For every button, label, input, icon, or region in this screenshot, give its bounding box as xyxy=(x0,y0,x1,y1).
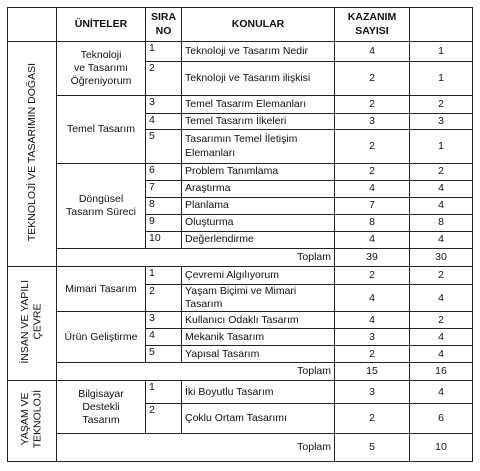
table-row xyxy=(8,42,473,62)
topic-cell: İki Boyutlu Tasarım xyxy=(182,381,335,404)
kazanim-count-cell: 3 xyxy=(335,381,410,404)
kazanim-count-cell: 2 xyxy=(335,404,410,434)
header-sira-line2: NO xyxy=(155,24,172,37)
unit-name-line: Tasarım Süreci xyxy=(65,206,137,218)
row-number: 6 xyxy=(146,164,182,181)
second-count-cell: 4 xyxy=(410,346,473,363)
topic-cell: Temel Tasarım Elemanları xyxy=(182,96,335,114)
kazanim-count-cell: 4 xyxy=(335,232,410,249)
topic-cell: Problem Tanımlama xyxy=(182,164,335,181)
second-count-cell: 2 xyxy=(410,312,473,329)
header-row xyxy=(8,8,473,42)
table-row xyxy=(8,267,473,285)
topic-cell: Değerlendirme xyxy=(182,232,335,249)
topic-cell: Çoklu Ortam Tasarımı xyxy=(182,404,335,434)
topic-cell: Çevremi Algılıyorum xyxy=(182,267,335,285)
row-number: 8 xyxy=(146,198,182,215)
header-kazanim-line1: KAZANIM xyxy=(347,11,397,24)
header-sira-no xyxy=(146,8,182,42)
area-cell xyxy=(8,42,57,267)
second-count-cell: 1 xyxy=(410,130,473,164)
table-row xyxy=(8,96,473,114)
topic-cell: Planlama xyxy=(182,198,335,215)
row-number: 5 xyxy=(146,130,182,164)
row-number: 1 xyxy=(146,267,182,285)
second-count-cell: 4 xyxy=(410,285,473,312)
second-count-cell: 4 xyxy=(410,381,473,404)
unit-name-cell xyxy=(57,381,146,434)
row-number: 3 xyxy=(146,96,182,114)
second-count-cell: 4 xyxy=(410,232,473,249)
second-count-cell: 2 xyxy=(410,164,473,181)
topic-cell: Kullanıcı Odaklı Tasarım xyxy=(182,312,335,329)
total-row xyxy=(8,363,473,381)
kazanim-count-cell: 2 xyxy=(335,96,410,114)
kazanim-count-cell: 2 xyxy=(335,62,410,96)
unit-name-cell xyxy=(57,312,146,363)
second-count-cell: 4 xyxy=(410,181,473,198)
topic-cell: Teknoloji ve Tasarım ilişkisi xyxy=(182,62,335,96)
area-label-line1: TEKNOLOJİ VE TASARIMIN DOĞASI xyxy=(25,62,38,242)
unit-name-cell xyxy=(57,164,146,249)
row-number: 5 xyxy=(146,346,182,363)
total-second: 16 xyxy=(410,363,473,381)
unit-name-line: Öğreniyorum xyxy=(70,75,132,88)
row-number: 1 xyxy=(146,381,182,404)
second-count-cell: 2 xyxy=(410,96,473,114)
second-count-cell: 4 xyxy=(410,329,473,346)
header-units: ÜNİTELER xyxy=(57,8,146,42)
unit-name-cell xyxy=(57,267,146,312)
header-kazanim xyxy=(335,8,410,42)
total-row xyxy=(8,434,473,462)
area-label xyxy=(26,63,39,241)
area-label-line1: İNSAN VE YAPILI xyxy=(19,279,32,364)
kazanim-count-cell: 2 xyxy=(335,164,410,181)
unit-name-line: Döngüsel xyxy=(78,192,124,205)
second-count-cell: 2 xyxy=(410,267,473,285)
table-row xyxy=(8,312,473,329)
kazanim-count-cell: 4 xyxy=(335,312,410,329)
kazanim-count-cell: 7 xyxy=(335,198,410,215)
unit-name-line: ve Tasarımı xyxy=(73,61,129,74)
total-second: 30 xyxy=(410,249,473,267)
kazanim-count-cell: 4 xyxy=(335,181,410,198)
unit-name-cell xyxy=(57,42,146,96)
area-label xyxy=(19,390,44,448)
unit-name-line: Bilgisayar xyxy=(78,387,124,400)
kazanim-count-cell: 8 xyxy=(335,215,410,232)
kazanim-count-cell: 4 xyxy=(335,285,410,312)
table-row xyxy=(8,164,473,181)
row-number: 1 xyxy=(146,42,182,62)
row-number: 9 xyxy=(146,215,182,232)
kazanim-count-cell: 3 xyxy=(335,114,410,130)
row-number: 2 xyxy=(146,404,182,434)
kazanim-count-cell: 4 xyxy=(335,42,410,62)
total-label: Toplam xyxy=(57,434,335,462)
row-number: 3 xyxy=(146,312,182,329)
topic-cell: Yapısal Tasarım xyxy=(182,346,335,363)
header-topics: KONULAR xyxy=(182,8,335,42)
second-count-cell: 4 xyxy=(410,198,473,215)
total-label: Toplam xyxy=(57,249,335,267)
kazanim-count-cell: 2 xyxy=(335,346,410,363)
second-count-cell: 1 xyxy=(410,42,473,62)
unit-name-line: Teknoloji xyxy=(80,48,122,61)
row-number: 4 xyxy=(146,114,182,130)
unit-name-line: Temel Tasarım xyxy=(66,122,136,135)
area-cell xyxy=(8,267,57,381)
area-label-line2: ÇEVRE xyxy=(32,303,44,340)
area-cell xyxy=(8,381,57,462)
area-label-line1: YAŞAM VE xyxy=(19,392,32,446)
row-number: 7 xyxy=(146,181,182,198)
row-number: 4 xyxy=(146,329,182,346)
table-body xyxy=(8,42,473,462)
total-label: Toplam xyxy=(57,363,335,381)
unit-name-line: Mimari Tasarım xyxy=(65,282,137,295)
second-count-cell: 6 xyxy=(410,404,473,434)
header-area xyxy=(8,8,57,42)
topic-cell: Oluşturma xyxy=(182,215,335,232)
curriculum-table-container xyxy=(7,7,473,462)
row-number: 10 xyxy=(146,232,182,249)
second-count-cell: 3 xyxy=(410,114,473,130)
row-number: 2 xyxy=(146,285,182,312)
kazanim-count-cell: 2 xyxy=(335,267,410,285)
total-kazanim: 15 xyxy=(335,363,410,381)
total-row xyxy=(8,249,473,267)
header-extra xyxy=(410,8,473,42)
table-row xyxy=(8,381,473,404)
area-label xyxy=(19,280,44,364)
header-kazanim-line2: SAYISI xyxy=(355,24,389,37)
unit-name-line: Destekli xyxy=(82,400,120,413)
topic-cell: Araştırma xyxy=(182,181,335,198)
total-kazanim: 39 xyxy=(335,249,410,267)
header-sira-line1: SIRA xyxy=(150,11,177,24)
topic-cell: Yaşam Biçimi ve Mimari Tasarım xyxy=(182,285,335,312)
kazanim-count-cell: 2 xyxy=(335,130,410,164)
topic-cell: Temel Tasarım İlkeleri xyxy=(182,114,335,130)
total-second: 10 xyxy=(410,434,473,462)
unit-name-line: Tasarım xyxy=(82,413,120,426)
second-count-cell: 1 xyxy=(410,62,473,96)
second-count-cell: 8 xyxy=(410,215,473,232)
kazanim-count-cell: 3 xyxy=(335,329,410,346)
topic-cell: Teknoloji ve Tasarım Nedir xyxy=(182,42,335,62)
topic-cell: Mekanik Tasarım xyxy=(182,329,335,346)
area-label-line2: TEKNOLOJİ xyxy=(32,390,44,449)
curriculum-table xyxy=(7,7,473,462)
total-kazanim: 5 xyxy=(335,434,410,462)
row-number: 2 xyxy=(146,62,182,96)
unit-name-cell xyxy=(57,96,146,164)
unit-name-line: Ürün Geliştirme xyxy=(64,330,138,343)
topic-cell: Tasarımın Temel İletişim Elemanları xyxy=(182,130,335,164)
